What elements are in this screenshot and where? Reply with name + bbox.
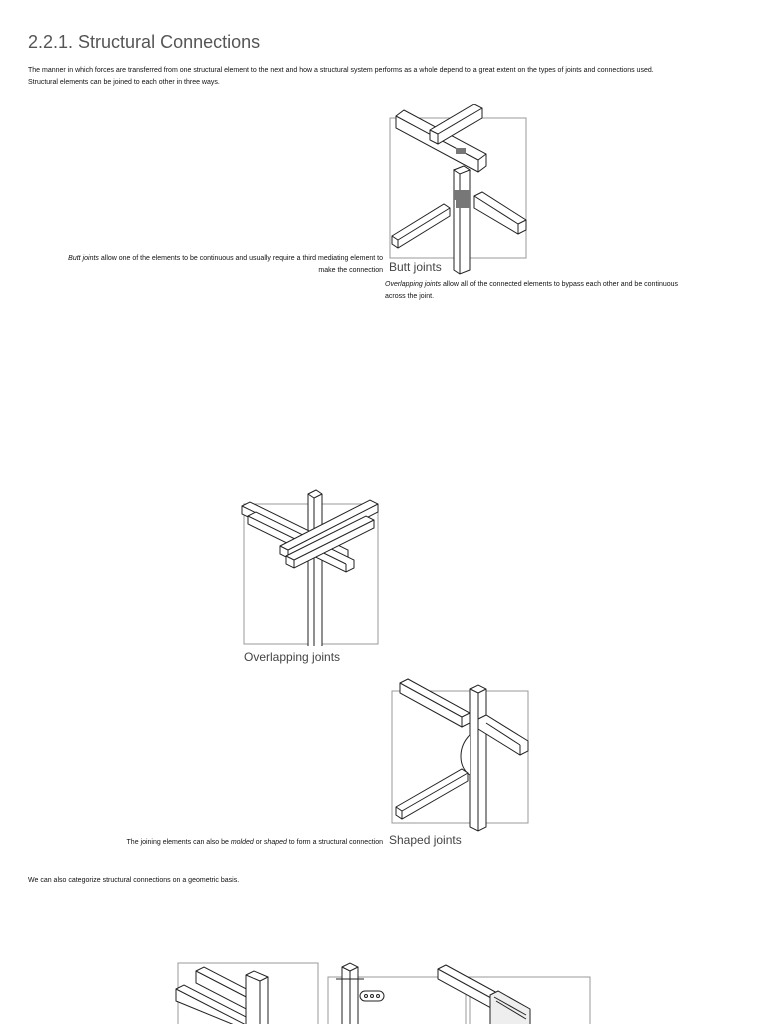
shaped-joints-caption: Shaped joints [389,833,462,847]
shaped-text-mid: or [253,839,264,846]
butt-joints-text-2: make the connection [318,267,383,274]
section-title: 2.2.1. Structural Connections [28,32,261,52]
butt-joints-text-1: allow one of the elements to be continuous and usually require a third mediating element to [98,255,383,262]
shaped-term-molded: molded [230,839,254,846]
geometric-connections-figure [170,955,600,1024]
intro-paragraph [28,65,748,89]
geometric-connections-illustration [170,955,600,1024]
butt-joints-caption: Butt joints [389,260,442,274]
overlapping-joints-text-2: across the joint. [385,293,435,300]
shaped-text-pre: The joining elements can also be [126,839,231,846]
shaped-term-shaped: shaped [263,839,287,846]
shaped-joints-figure [388,677,533,849]
intro-line-1: The manner in which forces are transferred from one structural element to the next and how a structural system performs as a whole depend to a great extent on the types of joints and connections used. [28,67,654,74]
geometric-paragraph: We can also categorize structural connections on a geometric basis. [28,877,240,884]
butt-joints-term: Butt joints [68,255,99,262]
overlapping-joints-text-1: allow all of the connected elements to bypass each other and be continuous [441,281,679,288]
overlapping-joints-paragraph [385,279,735,303]
shaped-joints-paragraph [28,837,383,849]
butt-joints-illustration [386,104,531,276]
overlapping-joints-figure [240,486,382,666]
butt-joints-paragraph [28,253,383,277]
intro-line-2: Structural elements can be joined to each other in three ways. [28,79,220,86]
overlapping-joints-caption: Overlapping joints [244,650,341,664]
overlapping-joints-illustration [240,486,382,646]
shaped-text-post: to form a structural connection [286,839,383,846]
butt-joints-figure [386,104,531,276]
shaped-joints-illustration [388,677,533,837]
overlapping-joints-term: Overlapping joints [385,281,442,288]
